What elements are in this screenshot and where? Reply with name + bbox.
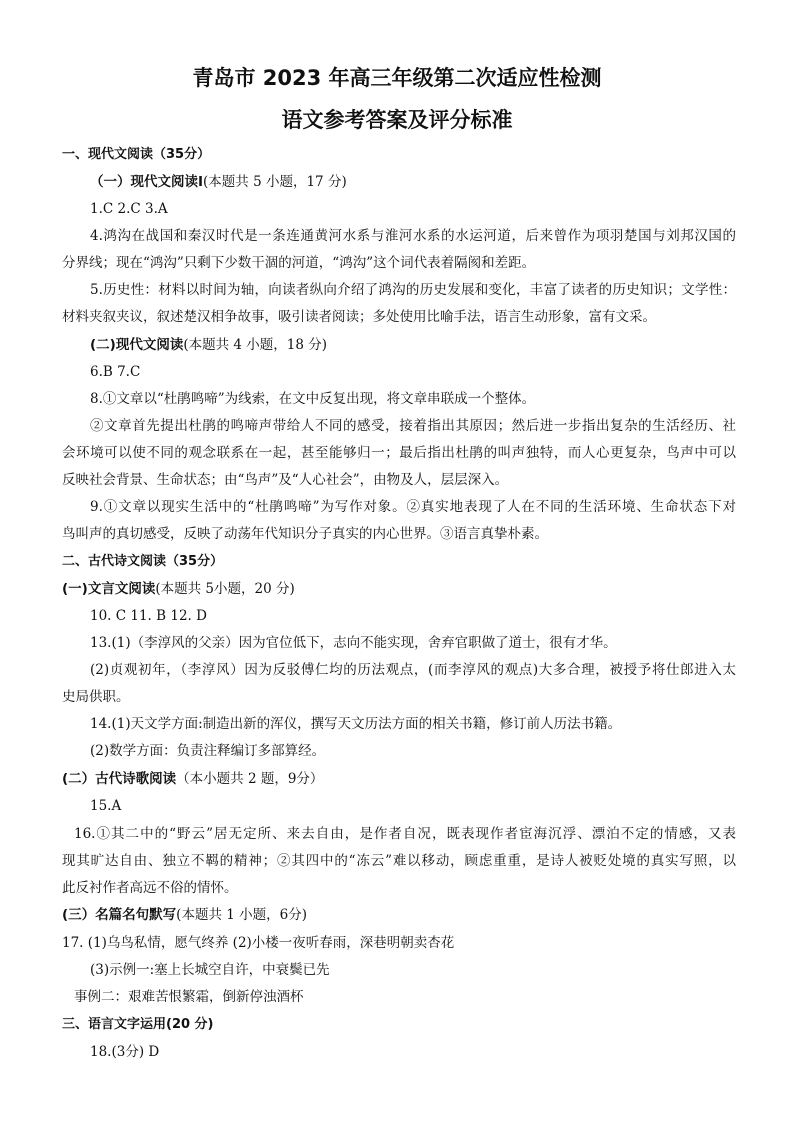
- answer-line-8c: 会环境可以使不同的观念联系在一起，甚至能够归一；最后指出杜鹃的叫声独特，而人心更复杂，鸟声中可以: [62, 445, 736, 461]
- section-heading-classical-reading: 二、古代诗文阅读（35分）: [62, 554, 224, 569]
- section-heading-language-use: 三、语言文字运用(20 分): [62, 1017, 214, 1032]
- subsection-heading-classical-prose: [62, 580, 295, 598]
- subsection-title: (二)现代文阅读: [90, 337, 184, 353]
- answer-line-1-3: 1.C 2.C 3.A: [90, 201, 168, 217]
- answer-line-18: 18.(3分) D: [90, 1044, 160, 1060]
- answer-line-8a: 8.①文章以“杜鹃鸣啼”为线索，在文中反复出现，将文章串联成一个整体。: [90, 391, 536, 407]
- answer-line-10-12: 10. C 11. B 12. D: [90, 608, 207, 624]
- answer-line-5a: 5.历史性：材料以时间为轴，向读者纵向介绍了鸿沟的历史发展和变化，丰富了读者的历史知识；文学性：: [90, 282, 736, 298]
- section-heading-modern-reading: 一、现代文阅读（35分）: [62, 147, 211, 162]
- answer-line-13c: 史局供职。: [62, 689, 130, 705]
- page-subtitle: 语文参考答案及评分标准: [281, 108, 513, 132]
- answer-line-8d: 反映社会背景、生命状态；由“鸟声”及“人心社会”，由物及人，层层深入。: [62, 472, 509, 488]
- answer-line-17b: (3)示例一:塞上长城空自许，中衰鬓已先: [90, 962, 330, 978]
- answer-line-16a: 16.①其二中的“野云”居无定所、来去自由，是作者自况，既表现作者宦海沉浮、漂泊不定的情感，又表: [74, 826, 736, 842]
- subsection-note: (本题共 5 小题，17 分): [203, 174, 347, 190]
- subsection-title: (一)文言文阅读: [62, 581, 156, 597]
- subsection-title: (三）名篇名句默写: [62, 907, 177, 923]
- answer-line-8b: ②文章首先提出杜鹃的鸣啼声带给人不同的感受，接着指出其原因；然后进一步指出复杂的生活经历、社: [90, 418, 736, 434]
- answer-line-17c: 事例二：艰难苦恨繁霜，倒新停浊酒杯: [74, 989, 304, 1005]
- answer-line-9a: 9.①文章以现实生活中的“杜鹃鸣啼”为写作对象。②真实地表现了人在不同的生活环境、生命状态下对: [90, 499, 736, 515]
- answer-line-14a: 14.(1)天文学方面:制造出新的浑仪，撰写天文历法方面的相关书籍，修订前人历法书籍。: [90, 716, 622, 732]
- subsection-heading-modern-reading-1: [90, 173, 347, 191]
- page-title: 青岛市 2023 年高三年级第二次适应性检测: [192, 66, 602, 90]
- subsection-heading-modern-reading-2: [90, 336, 327, 354]
- answer-line-14b: (2)数学方面：负责注释编订多部算经。: [90, 743, 326, 759]
- subsection-note: (本题共 5小题，20 分): [155, 581, 295, 597]
- answer-line-4b: 分界线；现在“鸿沟”只剩下少数干涸的河道，“鸿沟”这个词代表着隔阂和差距。: [62, 255, 536, 271]
- answer-line-16b: 现其旷达自由、独立不羁的精神；②其四中的“冻云”难以移动，顾虑重重，是诗人被贬处境的真实写照，以: [62, 853, 736, 869]
- answer-line-6-7: 6.B 7.C: [90, 364, 141, 380]
- answer-line-15: 15.A: [90, 798, 122, 814]
- answer-line-16c: 此反衬作者高远不俗的情怀。: [62, 880, 238, 896]
- answer-line-13b: (2)贞观初年，（李淳风）因为反驳傅仁均的历法观点，(而李淳风的观点)大多合理，被授予将仕郎进入太: [90, 662, 736, 678]
- answer-line-17a: 17. (1)乌鸟私情，愿气终养 (2)小楼一夜听春雨，深巷明朝卖杏花: [62, 935, 455, 951]
- answer-line-4a: 4.鸿沟在战国和秦汉时代是一条连通黄河水系与淮河水系的水运河道，后来曾作为项羽楚国与刘邦汉国的: [90, 228, 736, 244]
- subsection-heading-famous-quotes: [62, 906, 307, 924]
- subsection-note: (本题共 1 小题，6分): [176, 907, 307, 923]
- subsection-title: （一）现代文阅读Ⅰ: [90, 174, 204, 190]
- subsection-title: (二）古代诗歌阅读: [62, 771, 177, 787]
- answer-line-5b: 材料夹叙夹议，叙述楚汉相争故事，吸引读者阅读；多处使用比喻手法，语言生动形象，富有文采。: [62, 309, 656, 325]
- subsection-note: (本题共 4 小题，18 分): [183, 337, 328, 353]
- answer-line-13a: 13.(1)（李淳风的父亲）因为官位低下，志向不能实现，舍弃官职做了道士，很有才华。: [90, 635, 617, 651]
- answer-line-9b: 鸟叫声的真切感受，反映了动荡年代知识分子真实的内心世界。③语言真挚朴素。: [62, 526, 548, 542]
- subsection-heading-classical-poetry: [62, 770, 323, 788]
- subsection-note: （本小题共 2 题，9分）: [176, 771, 324, 787]
